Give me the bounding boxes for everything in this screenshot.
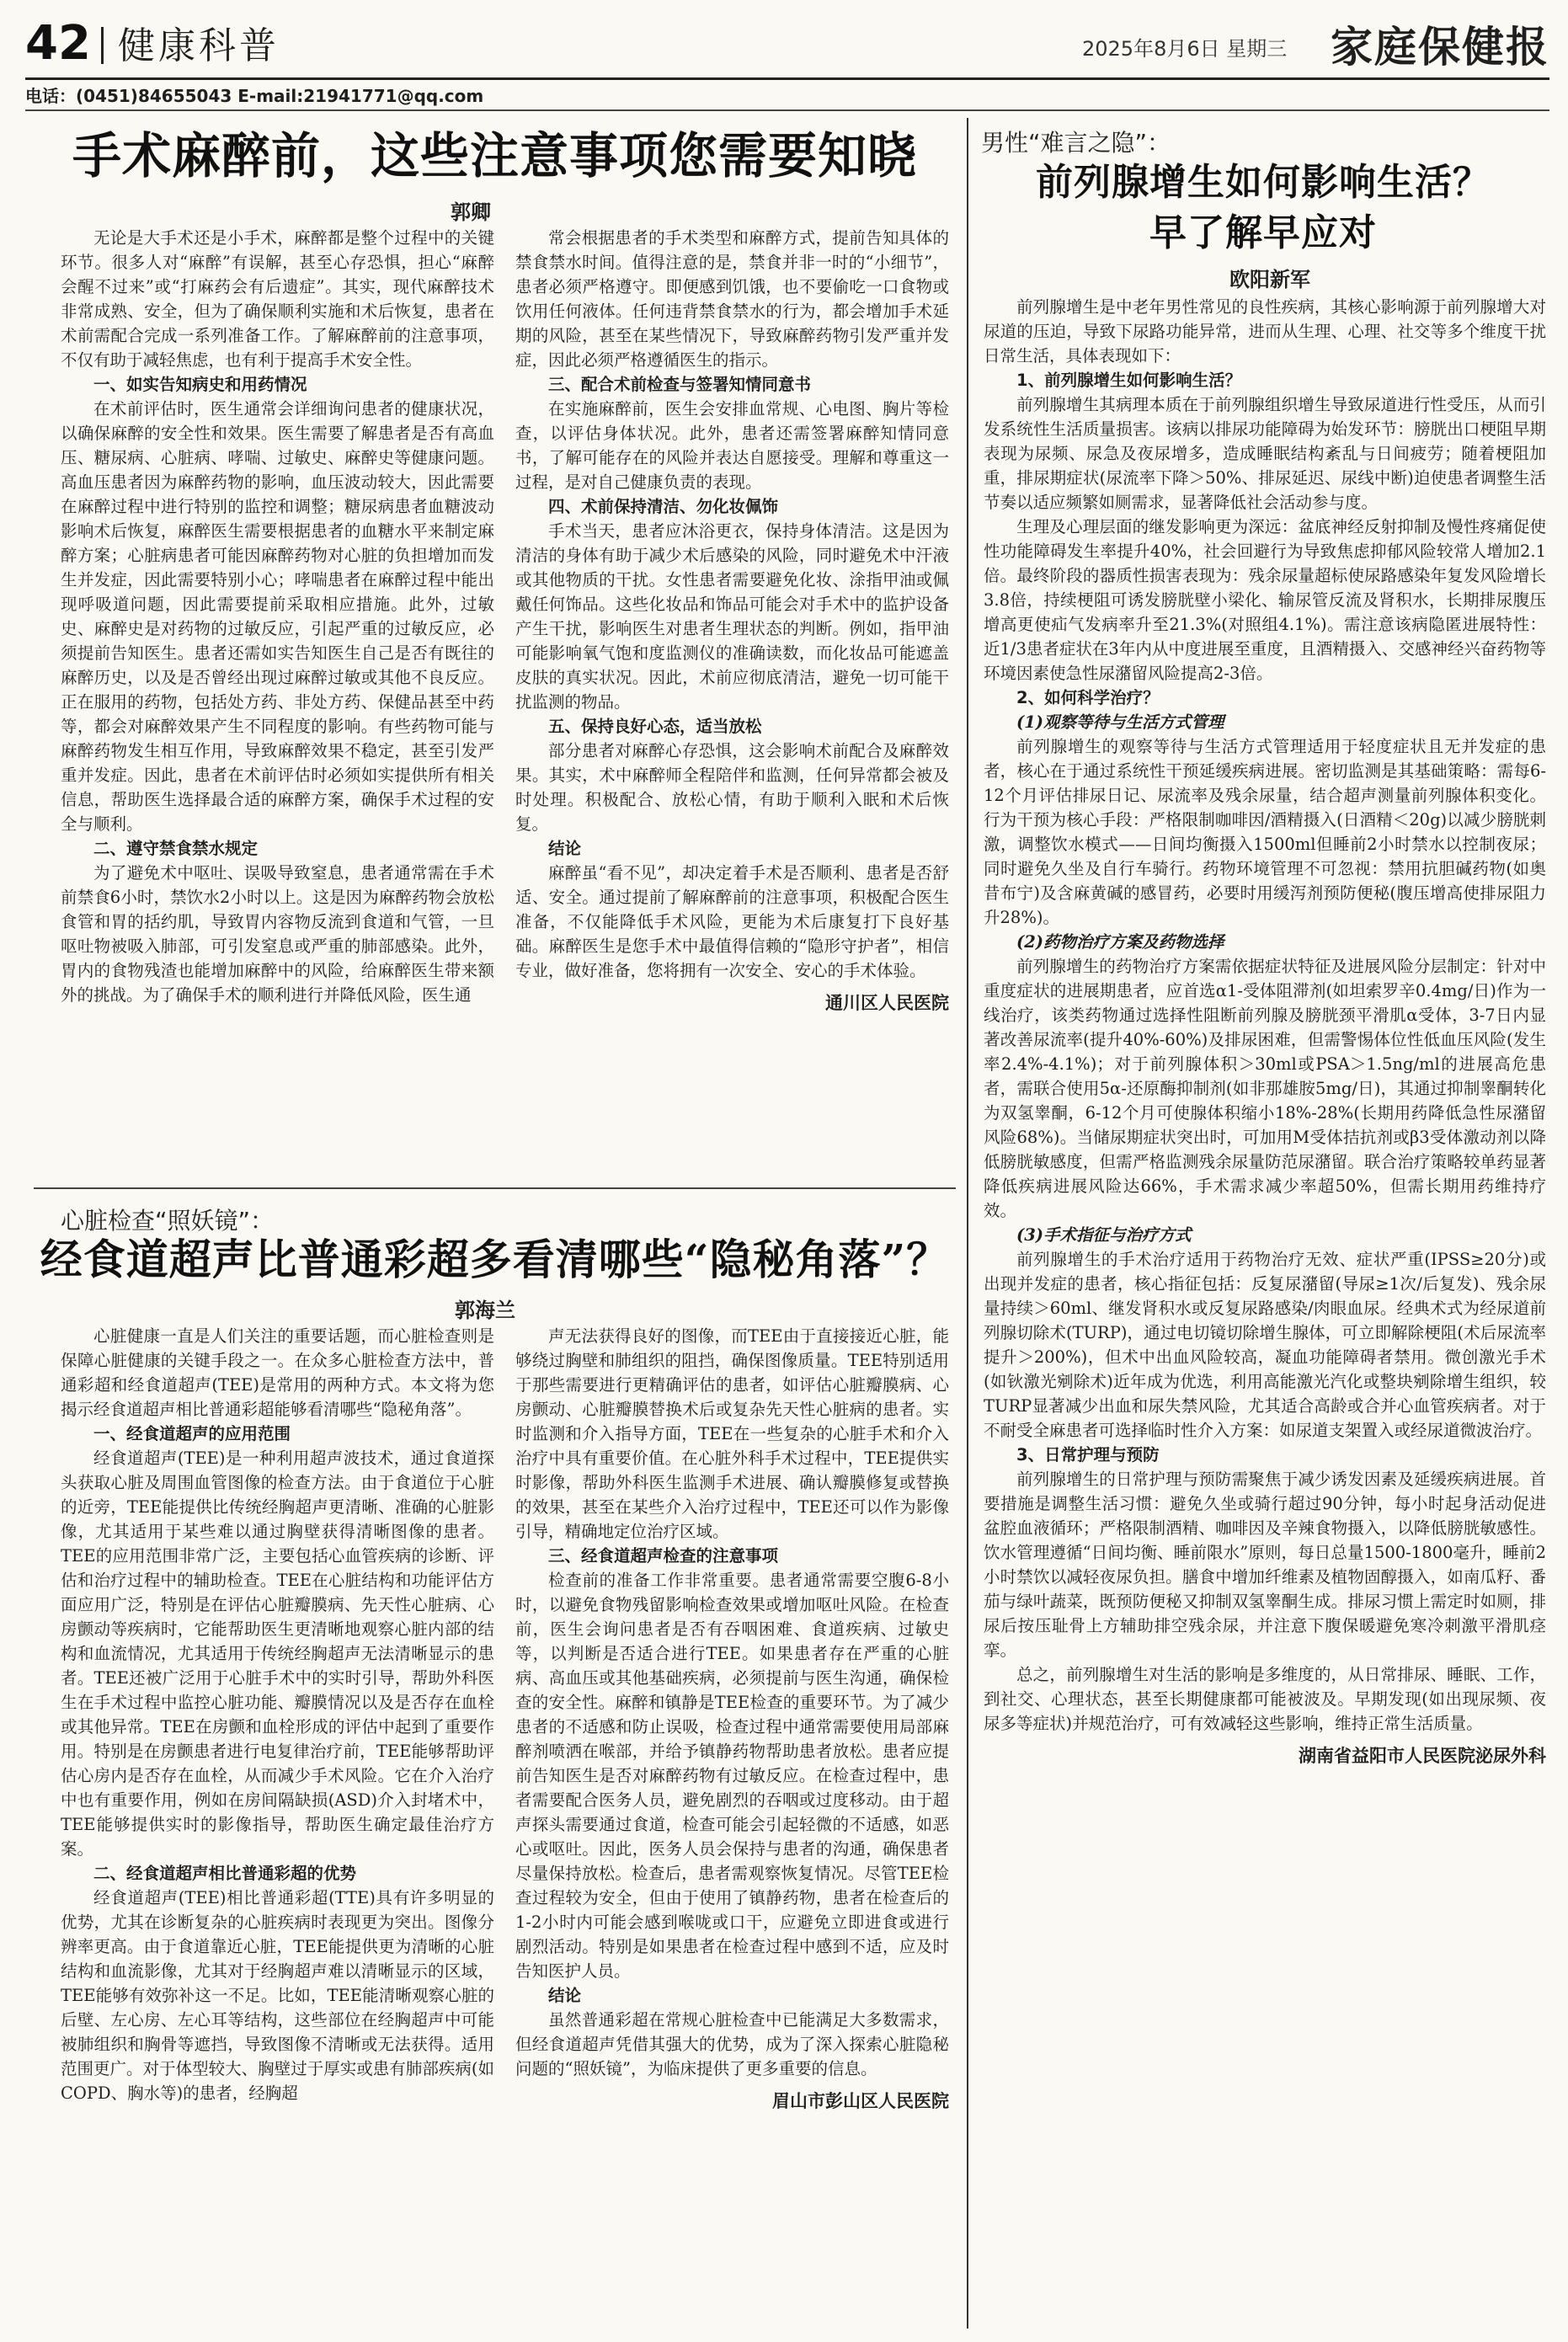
- paragraph: 生理及心理层面的继发影响更为深远：盆底神经反射抑制及慢性疼痛促使性功能障碍发生率提升40%，社会回避行为导致焦虑抑郁风险较常人增加2.1倍。最终阶段的器质性损害表现为：残余尿量超标使尿路感染年复发风险增长3.8倍，持续梗阻可诱发膀胱壁小梁化、输尿管反流及肾积水，长期排尿腹压增高更使疝气发病率升至21.3%(对照组4.1%)。需注意该病隐匿进展特性：近1/3患者症状在3年内从中度进展至重度，且酒精摄入、交感神经兴奋药物等环境因素使急性尿潴留风险提高2-3倍。: [984, 517, 1546, 683]
- section-heading: 五、保持良好心态，适当放松: [548, 717, 762, 736]
- article-kicker: 心脏检查“照妖镜”：: [61, 1207, 275, 1235]
- paragraph: 前列腺增生其病理本质在于前列腺组织增生导致尿道进行性受压，从而引发系统性生活质量损害。该病以排尿功能障碍为始发环节：膀胱出口梗阻早期表现为尿频、尿急及夜尿增多，造成睡眠结构紊乱与日间疲劳；随着梗阻加重，排尿期症状(尿流率下降＞50%、排尿延迟、尿线中断)迫使患者调整生活节奏以适应频繁如厕需求，显著降低社会活动参与度。: [984, 395, 1546, 512]
- paragraph: 为了避免术中呕吐、误吸导致窒息，患者通常需在手术前禁食6小时，禁饮水2小时以上。这是因为麻醉药物会放松食管和胃的括约肌，导致胃内容物反流到食道和气管，一旦呕吐物被吸入肺部，可引发窒息或严重的肺部感染。此外，胃内的食物残渣也能增加麻醉中的风险，给麻醉医生带来额外的挑战。为了确保手术的顺利进行并降低风险，医生通: [61, 863, 494, 1005]
- article-title: 经食道超声比普通彩超多看清哪些“隐秘角落”？: [40, 1235, 950, 1284]
- paragraph: 常会根据患者的手术类型和麻醉方式，提前告知具体的禁食禁水时间。值得注意的是，禁食并非一时的“小细节”，患者必须严格遵守。即便感到饥饿，也不要偷吃一口食物或饮用任何液体。任何违背禁食禁水的行为，都会增加手术延期的风险，甚至在某些情况下，导致麻醉药物引发严重并发症，因此必须严格遵循医生的指示。: [515, 228, 949, 370]
- article-title: 手术麻醉前，这些注意事项您需要知晓: [72, 127, 917, 184]
- contact-line: 电话：(0451)84655043 E-mail:21941771@qq.com: [25, 86, 484, 106]
- section-heading: 一、经食道超声的应用范围: [93, 1424, 291, 1443]
- column-divider: [967, 118, 968, 2329]
- newspaper-name: 家庭保健报: [1331, 22, 1549, 72]
- masthead: [25, 15, 1549, 74]
- article-title-line-1: 前列腺增生如何影响生活？: [1036, 161, 1491, 204]
- paragraph: 经食道超声(TEE)是一种利用超声波技术，通过食道探头获取心脏及周围血管图像的检查方法。由于食道位于心脏的近旁，TEE能提供比传统经胸超声更清晰、准确的心脏影像，尤其适用于某些难以通过胸壁获得清晰图像的患者。TEE的应用范围非常广泛，主要包括心血管疾病的诊断、评估和治疗过程中的辅助检查。TEE在心脏结构和功能评估方面应用广泛，特别是在评估心脏瓣膜病、先天性心脏病、心房颤动等疾病时，它能帮助医生更清晰地观察心脏内部的结构和血流情况，尤其适用于传统经胸超声无法清晰显示的患者。TEE还被广泛用于心脏手术中的实时引导，帮助外科医生在手术过程中监控心脏功能、瓣膜情况以及是否存在血栓或其他异常。TEE在房颤和血栓形成的评估中起到了重要作用。特别是在房颤患者进行电复律治疗前，TEE能够帮助评估心房内是否存在血栓，从而减少手术风险。它在介入治疗中也有重要作用，例如在房间隔缺损(ASD)介入封堵术中，TEE能够提供实时的影像指导，帮助医生确定最佳治疗方案。: [61, 1448, 494, 1859]
- section-title: 健康科普: [118, 24, 280, 67]
- article-column-1: [61, 226, 494, 1169]
- author-affiliation: 眉山市彭山区人民医院: [772, 2091, 949, 2111]
- section-heading: 四、术前保持清洁、勿化妆佩饰: [548, 497, 779, 516]
- paragraph: 麻醉虽“看不见”，却决定着手术是否顺利、患者是否舒适、安全。通过提前了解麻醉前的注意事项，积极配合医生准备，不仅能降低手术风险，更能为术后康复打下良好基础。麻醉医生是您手术中最值得信赖的“隐形守护者”，相信专业，做好准备，您将拥有一次安全、安心的手术体验。: [515, 863, 949, 980]
- paragraph: 前列腺增生是中老年男性常见的良性疾病，其核心影响源于前列腺增大对尿道的压迫，导致下尿路功能异常，进而从生理、心理、社交等多个维度干扰日常生活，具体表现如下：: [984, 297, 1546, 365]
- article-column-1: [61, 1324, 494, 2326]
- sub-heading: (1)观察等待与生活方式管理: [1016, 712, 1224, 732]
- section-heading: 一、如实告知病史和用药情况: [93, 375, 307, 394]
- article-column-2: [515, 1324, 949, 2326]
- section-heading: 三、经食道超声检查的注意事项: [548, 1546, 779, 1566]
- paragraph: 部分患者对麻醉心存恐惧，这会影响术前配合及麻醉效果。其实，术中麻醉师全程陪伴和监测，任何异常都会被及时处理。积极配合、放松心情，有助于顺利入眠和术后恢复。: [515, 741, 949, 834]
- section-heading: 3、日常护理与预防: [1016, 1445, 1160, 1464]
- paragraph: 在术前评估时，医生通常会详细询问患者的健康状况，以确保麻醉的安全性和效果。医生需要了解患者是否有高血压、糖尿病、心脏病、哮喘、过敏史、麻醉史等健康问题。高血压患者因为麻醉药物的影响，血压波动较大，因此需要在麻醉过程中进行特别的监控和调整；糖尿病患者血糖波动影响术后恢复，麻醉医生需要根据患者的血糖水平来制定麻醉方案；心脏病患者可能因麻醉药物对心脏的负担增加而发生并发症，因此需要特别小心；哮喘患者在麻醉过程中能出现呼吸道问题，因此需要提前采取相应措施。此外，过敏史、麻醉史是对药物的过敏反应，引起严重的过敏反应，必须提前告知医生。患者还需如实告知医生自己是否有既往的麻醉历史，以及是否曾经出现过麻醉过敏或其他不良反应。正在服用的药物，包括处方药、非处方药、保健品甚至中药等，都会对麻醉效果产生不同程度的影响。有些药物可能与麻醉药物发生相互作用，导致麻醉效果不稳定，甚至引发严重并发症。因此，患者在术前评估时必须如实提供所有相关信息，帮助医生选择最合适的麻醉方案，确保手术过程的安全与顺利。: [61, 399, 494, 834]
- sub-heading: (2)药物治疗方案及药物选择: [1016, 932, 1224, 952]
- article-kicker: 男性“难言之隐”：: [981, 129, 1171, 157]
- article-author: 郭海兰: [455, 1299, 515, 1322]
- author-affiliation: 湖南省益阳市人民医院泌尿外科: [1299, 1746, 1546, 1766]
- paragraph: 声无法获得良好的图像，而TEE由于直接接近心脏，能够绕过胸壁和肺组织的阻挡，确保图像质量。TEE特别适用于那些需要进行更精确评估的患者，如评估心脏瓣膜病、心房颤动、心脏瓣膜替换术后或复杂先天性心脏病的患者。实时监测和介入指导方面，TEE在一些复杂的心脏手术和介入治疗中具有重要价值。在心脏外科手术过程中，TEE提供实时影像，帮助外科医生监测手术进展、确认瓣膜修复或替换的效果，甚至在某些介入治疗过程中，TEE还可以作为影像引导，精确地定位治疗区域。: [515, 1326, 949, 1541]
- paragraph: 检查前的准备工作非常重要。患者通常需要空腹6-8小时，以避免食物残留影响检查效果或增加呕吐风险。在检查前，医生会询问患者是否有吞咽困难、食道疾病、过敏史等，以判断是否适合进行TEE。如果患者存在严重的心脏病、高血压或其他基础疾病，必须提前与医生沟通，确保检查的安全性。麻醉和镇静是TEE检查的重要环节。为了减少患者的不适感和防止误吸，检查过程中通常需要使用局部麻醉剂喷洒在喉部，并给予镇静药物帮助患者放松。患者应提前告知医生是否对麻醉药物有过敏反应。在检查过程中，患者需要配合医务人员，避免剧烈的吞咽或过度移动。由于超声探头需要通过食道，检查可能会引起轻微的不适感，如恶心或呕吐。因此，医务人员会保持与患者的沟通，确保患者尽量保持放松。检查后，患者需观察恢复情况。尽管TEE检查过程较为安全，但由于使用了镇静药物，患者在检查后的1-2小时内可能会感到喉咙或口干，应避免立即进食或进行剧烈活动。特别是如果患者在检查过程中感到不适，应及时告知医护人员。: [515, 1571, 949, 1981]
- paragraph: 前列腺增生的手术治疗适用于药物治疗无效、症状严重(IPSS≥20分)或出现并发症的患者，核心指征包括：反复尿潴留(导尿≥1次/后复发)、残余尿量持续＞60ml、继发肾积水或反复尿路感染/肉眼血尿。经典术式为经尿道前列腺切除术(TURP)，通过电切镜切除增生腺体，可立即解除梗阻(术后尿流率提升＞200%)，但术中出血风险较高，凝血功能障碍者禁用。微创激光手术(如钬激光剜除术)近年成为优选，利用高能激光汽化或整块剜除增生组织，较TURP显著减少出血和尿失禁风险，尤其适合高龄或合并心血管疾病者。对于不耐受全麻患者可选择临时性介入方案：如尿道支架置入或经尿道微波治疗。: [984, 1250, 1546, 1440]
- section-heading: 三、配合术前检查与签署知情同意书: [548, 375, 812, 394]
- paragraph: 心脏健康一直是人们关注的重要话题，而心脏检查则是保障心脏健康的关键手段之一。在众多心脏检查方法中，普通彩超和经食道超声(TEE)是常用的两种方式。本文将为您揭示经食道超声相比普通彩超能够看清哪些“隐秘角落”。: [61, 1326, 494, 1419]
- header-rule-secondary: [25, 109, 1549, 111]
- section-heading: 1、前列腺增生如何影响生活？: [1016, 371, 1242, 390]
- paragraph: 经食道超声(TEE)相比普通彩超(TTE)具有许多明显的优势，尤其在诊断复杂的心脏疾病时表现更为突出。图像分辨率更高。由于食道靠近心脏，TEE能提供更为清晰的心脏结构和血流影像，尤其对于经胸超声难以清晰显示的区域，TEE能够有效弥补这一不足。比如，TEE能清晰观察心脏的后壁、左心房、左心耳等结构，这些部位在经胸超声中可能被肺组织和胸骨等遮挡，导致图像不清晰或无法获得。适用范围更广。对于体型较大、胸壁过于厚实或患有肺部疾病(如COPD、胸水等)的患者，经胸超: [61, 1888, 494, 2103]
- paragraph: 前列腺增生的日常护理与预防需聚焦于减少诱发因素及延缓疾病进展。首要措施是调整生活习惯：避免久坐或骑行超过90分钟，每小时起身活动促进盆腔血液循环；严格限制酒精、咖啡因及辛辣食物摄入，以降低膀胱敏感性。饮水管理遵循“日间均衡、睡前限水”原则，每日总量1500-1800毫升，睡前2小时禁饮以减轻夜尿负担。膳食中增加纤维素及植物固醇摄入，如南瓜籽、番茄与绿叶蔬菜，既预防便秘又抑制双氢睾酮生成。排尿习惯上需定时如厕，排尿后按压耻骨上方辅助排空残余尿，并注意下腹保暖避免寒冷刺激平滑肌痉挛。: [984, 1470, 1546, 1660]
- article-column-2: [515, 226, 949, 1169]
- article-column-1: [984, 295, 1546, 2329]
- paragraph: 前列腺增生的观察等待与生活方式管理适用于轻度症状且无并发症的患者，核心在于通过系统性干预延缓疾病进展。密切监测是其基础策略：需每6-12个月评估排尿日记、尿流率及残余尿量，结合超声测量前列腺体积变化。行为干预为核心手段：严格限制咖啡因/酒精摄入(日酒精＜20g)以减少膀胱刺激，调整饮水模式——日间均衡摄入1500ml但睡前2小时禁水以控制夜尿；同时避免久坐及自行车骑行。药物环境管理不可忽视：禁用抗胆碱药物(如奥昔布宁)及含麻黄碱的感冒药，必要时用缓泻剂预防便秘(腹压增高使排尿阻力升28%)。: [984, 737, 1546, 927]
- paragraph: 手术当天，患者应沐浴更衣，保持身体清洁。这是因为清洁的身体有助于减少术后感染的风险，同时避免术中汗液或其他物质的干扰。女性患者需要避免化妆、涂指甲油或佩戴任何饰品。这些化妆品和饰品可能会对手术中的监护设备产生干扰，影响医生对患者生理状态的判断。例如，指甲油可能影响氧气饱和度监测仪的准确读数，而化妆品可能遮盖皮肤的真实状况。因此，术前应彻底清洁，避免一切可能干扰监测的物品。: [515, 521, 949, 712]
- header-rule: [25, 77, 1549, 80]
- section-heading: 二、经食道超声相比普通彩超的优势: [93, 1864, 357, 1883]
- author-affiliation: 通川区人民医院: [825, 993, 949, 1013]
- section-heading: 结论: [548, 1986, 582, 2005]
- paragraph: 无论是大手术还是小手术，麻醉都是整个过程中的关键环节。很多人对“麻醉”有误解，甚至心存恐惧，担心“麻醉会醒不过来”或“打麻药会有后遗症”。其实，现代麻醉技术非常成熟、安全，但为了确保顺利实施和术后恢复，患者在术前需配合完成一系列准备工作。了解麻醉前的注意事项，不仅有助于减轻焦虑，也有利于提高手术安全性。: [61, 228, 494, 370]
- header-divider: [101, 27, 104, 64]
- article-divider: [34, 1187, 956, 1189]
- section-heading: 二、遵守禁食禁水规定: [93, 839, 259, 858]
- paragraph: 前列腺增生的药物治疗方案需依据症状特征及进展风险分层制定：针对中重度症状的进展期患者，应首选α1-受体阻滞剂(如坦索罗辛0.4mg/日)作为一线治疗，该类药物通过选择性阻断前列腺及膀胱颈平滑肌α受体，3-7日内显著改善尿流率(提升40%-60%)及排尿困难，但需警惕体位性低血压风险(发生率2.4%-4.1%)；对于前列腺体积＞30ml或PSA＞1.5ng/ml的进展高危患者，需联合使用5α-还原酶抑制剂(如非那雄胺5mg/日)，其通过抑制睾酮转化为双氢睾酮，6-12个月可使腺体积缩小18%-28%(长期用药降低急性尿潴留风险68%)。当储尿期症状突出时，可加用M受体拮抗剂或β3受体激动剂以降低膀胱敏感度，但需严格监测残余尿量防范尿潴留。联合治疗策略较单药显著降低疾病进展风险达66%，手术需求减少率超50%，但需长期用药维持疗效。: [984, 957, 1546, 1220]
- paragraph: 虽然普通彩超在常规心脏检查中已能满足大多数需求，但经食道超声凭借其强大的优势，成为了深入探索心脏隐秘问题的“照妖镜”，为临床提供了更多重要的信息。: [515, 2010, 949, 2078]
- article-title-line-2: 早了解早应对: [1149, 211, 1377, 254]
- article-author: 欧阳新军: [1229, 268, 1310, 291]
- section-heading: 结论: [548, 839, 582, 858]
- sub-heading: (3)手术指征与治疗方式: [1016, 1225, 1192, 1245]
- section-heading: 2、如何科学治疗？: [1016, 688, 1160, 707]
- page-number: 42: [25, 16, 91, 71]
- paragraph: 总之，前列腺增生对生活的影响是多维度的，从日常排尿、睡眠、工作，到社交、心理状态，甚至长期健康都可能被波及。早期发现(如出现尿频、夜尿多等症状)并规范治疗，可有效减轻这些影响，维持正常生活质量。: [984, 1665, 1546, 1733]
- issue-date: 2025年8月6日 星期三: [1082, 37, 1288, 61]
- article-author: 郭卿: [451, 200, 491, 224]
- paragraph: 在实施麻醉前，医生会安排血常规、心电图、胸片等检查，以评估身体状况。此外，患者还需签署麻醉知情同意书，了解可能存在的风险并表达自愿接受。理解和尊重这一过程，是对自己健康负责的表现。: [515, 399, 949, 492]
